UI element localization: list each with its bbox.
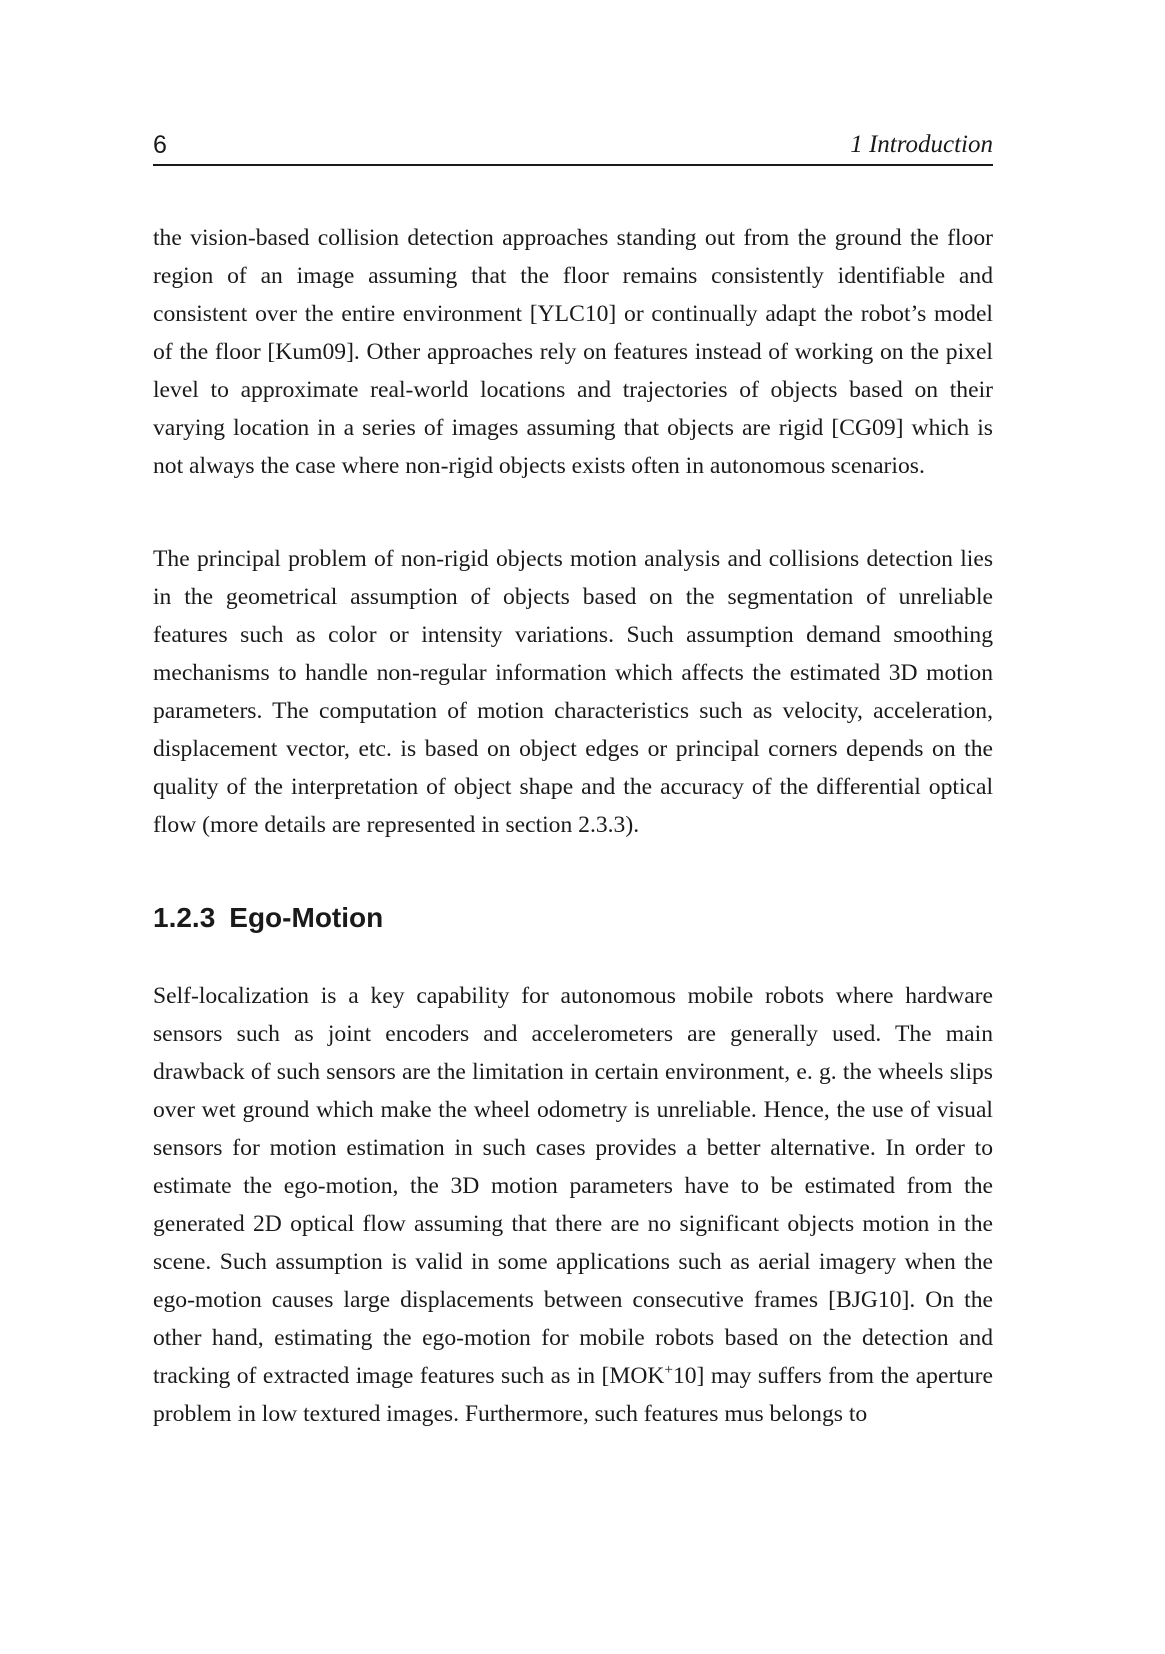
running-header	[153, 130, 993, 166]
paragraph-3-text-b: 10] may suffers from the aperture problem in low textured images. Furthermore, such features mus belongs to	[153, 1363, 993, 1427]
section-title: Ego-Motion	[229, 902, 384, 933]
citation-superscript: +	[664, 1362, 673, 1378]
paragraph-1: the vision-based collision detection approaches standing out from the ground the floor region of an image assuming that the floor remains consistently identifiable and consistent over the entire environment [YLC10] or continually adapt the robot’s model of the floor [Kum09]. Other approaches rely on features instead of working on the pixel level to approximate real-world locations and trajectories of objects based on their varying location in a series of images assuming that objects are rigid [CG09] which is not always the case where non-rigid objects exists often in autonomous scenarios.	[153, 225, 993, 479]
paragraph-3	[153, 977, 993, 1433]
section-heading	[153, 900, 993, 936]
section-number: 1.2.3	[153, 902, 216, 933]
paragraph-2: The principal problem of non-rigid objects motion analysis and collisions detection lies in the geometrical assumption of objects based on the segmentation of unreliable features such as color or intensity variations. Such assumption demand smoothing mechanisms to handle non-regular information which affects the estimated 3D motion parameters. The computation of motion characteristics such as velocity, acceleration, displacement vector, etc. is based on object edges or principal corners depends on the quality of the interpretation of object shape and the accuracy of the differential optical flow (more details are represented in section 2.3.3).	[153, 546, 993, 838]
chapter-title: 1 Introduction	[850, 131, 993, 158]
paragraph-3-text-a: Self-localization is a key capability for autonomous mobile robots where hardware sensors such as joint encoders and accelerometers are generally used. The main drawback of such sensors are the limitation in certain environment, e. g. the wheels slips over wet ground which make the wheel odometry is unreliable. Hence, the use of visual sensors for motion estimation in such cases provides a better alternative. In order to estimate the ego-motion, the 3D motion parameters have to be estimated from the generated 2D optical flow assuming that there are no significant objects motion in the scene. Such assumption is valid in some applications such as aerial imagery when the ego-motion causes large displacements between consecutive frames [BJG10]. On the other hand, estimating the ego-motion for mobile robots based on the detection and tracking of extracted image features such as in [MOK	[153, 983, 993, 1389]
page-number: 6	[153, 131, 167, 159]
